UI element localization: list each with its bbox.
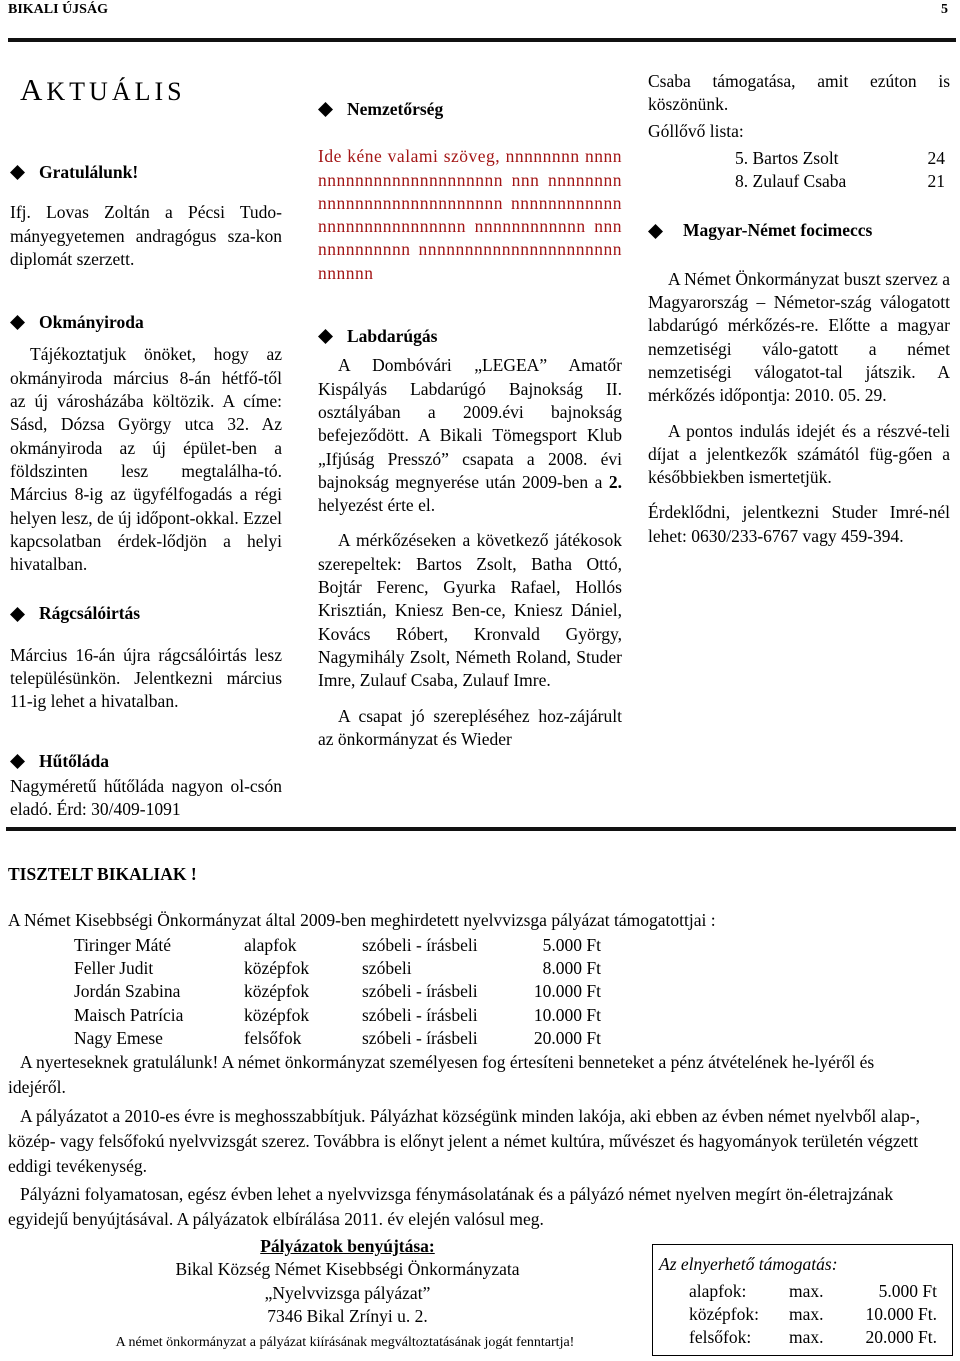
winner-name: Feller Judit [74,958,154,979]
scorer-name: 8. Zulauf Csaba [735,171,847,192]
support-level: középfok: [689,1304,759,1324]
support-box [652,1244,953,1356]
top-rule [8,38,956,42]
section-title [20,72,186,108]
match-heading-label: Magyar-Német focimeccs [683,220,873,241]
winner-level: középfok [244,958,310,979]
support-row [653,1303,952,1326]
middle-column [318,98,622,751]
winner-row [74,957,601,980]
office-text: Tájékoztatjuk önöket, hogy az okmányiroda március 8-án hétfő-től az új városházába költözik. A címe: Sásd, Dózsa György utca 32. Az okmányiroda az új épület-ben a földszinten lesz megtalálha-tó. Március 8-ig az ügyfélfogadás a régi helyen lesz, de új időpont-okkal. Ezzel kapcsolatban érdek-lődjön a helyi hivatalban. [10,344,282,575]
bottom-paragraph-3-wrap [8,1182,920,1232]
submission-line-2: „Nyelvvizsga pályázat” [264,1282,431,1303]
rodent-heading-label: Rágcsálóirtás [39,603,141,624]
bottom-paragraph-2: A pályázatot a 2010-es évre is meghosszabbítjuk. Pályázhat községünk minden lakója, aki ebben az évben német nyelvből alap-, közép- vagy felsőfokú nyelvvizsgát szerez. Továbbra is előnyt jelent a német kultúra, művészet és hagyományok területén végzett eddigi tevékenység. [8,1106,920,1176]
diamond-bullet-icon [10,607,25,622]
bottom-intro: A Német Kisebbségi Önkormányzat által 2009-ben meghirdetett nyelvvizsga pályázat támogatottjai : [8,910,716,930]
submission-line-3: 7346 Bikal Zrínyi u. 2. [267,1305,428,1326]
support-box-title: Az elnyerhető támogatás: [659,1254,838,1274]
submission-line-1: Bikal Község Német Kisebbségi Önkormányzata [175,1259,520,1280]
minority-heading [318,98,622,121]
scorer-row [648,170,945,193]
freezer-heading [10,750,282,773]
winner-amount: 20.000 Ft [533,1027,601,1048]
winner-name: Maisch Patrícia [74,1004,184,1025]
section-title-initial: A [20,72,47,107]
support-row [653,1280,952,1303]
support-row [653,1326,952,1349]
office-heading [10,311,282,334]
football-heading-label: Labdarúgás [347,326,438,347]
winner-name: Jordán Szabina [74,981,181,1002]
submission-title: Pályázatok benyújtása: [260,1236,435,1256]
diamond-bullet-icon [318,329,333,344]
minority-placeholder-text: Ide kéne valami szöveg, nnnnnnnn nnnnnnnnnnnnnnnnnnnnnnnn nnn nnnnnnnnnnnnnnnnnnnnnnnnnnnn nnnnnnnnnnnnnnnnnnnnnnnnnnnn nnnnnnnnnnnn nnnnnnnnnnnnn nnnnnnnnnnnnnnnnnnnnnnnnnnnn [318,146,622,283]
newspaper-title: BIKALI ÚJSÁG [8,2,108,17]
winner-level: alapfok [244,935,297,955]
winner-row [74,1004,601,1027]
minority-heading-label: Nemzetőrség [347,99,444,119]
support-amount: 5.000 Ft [878,1281,937,1301]
support-max: max. [789,1327,824,1347]
winner-amount: 8.000 Ft [542,958,601,979]
scorers-title: Góllővő lista: [648,120,744,141]
winner-row [74,1027,601,1050]
section-title-rest: KTUÁLIS [46,77,186,106]
winner-amount: 10.000 Ft [533,1004,601,1025]
football-p1-start: A Dombóvári „LEGEA” Amatőr Kispályás Labdarúgó Bajnokság II. osztályában a 2009.évi bajnokság befejeződött. A Bikali Tömegsport Klub „Ifjúság Presszó” csapata a 2008. évi bajnokság megnyerése után 2009-ben a [318,355,622,492]
diamond-bullet-icon [10,754,25,769]
support-max: max. [789,1281,824,1301]
support-amount: 20.000 Ft. [865,1327,937,1347]
match-paragraph-3: Érdeklődni, jelentkezni Studer Imré-nél lehet: 0630/233-6767 vagy 459-394. [648,502,950,546]
freezer-text: Nagyméretű hűtőláda nagyon ol-csón eladó. Érd: 30/409-1091 [10,775,282,820]
page-number: 5 [941,2,948,17]
match-heading [648,219,950,242]
freezer-heading-label: Hűtőláda [39,750,110,771]
left-column [10,161,282,822]
support-level: alapfok: [689,1281,747,1301]
winner-name: Tiringer Máté [74,935,172,955]
winner-exam: szóbeli [362,958,412,979]
scorer-row [648,147,945,170]
diamond-bullet-icon [10,315,25,330]
match-paragraph-1: A Német Önkormányzat buszt szervez a Magyarország – Németor-szág válogatott labdarúgó mérkőzés-re. Előtte a magyar nemzetiségi válo-gatott a német nemzetiségi válogatot-tal játszik. A mérkőzés időpontja: 2010. 05. 29. [648,268,950,406]
bottom-paragraph-1: A nyerteseknek gratulálunk! A német önkormányzat személyesen fog értesíteni benneteket a pénz átvételének he-lyéről és idejéről. [8,1052,875,1097]
submission-block [60,1235,635,1328]
congrats-heading-label: Gratulálunk! [39,162,139,182]
scorer-goals: 21 [927,171,945,192]
section-rule [6,827,956,831]
winner-exam: szóbeli - írásbeli [362,935,478,955]
winner-level: középfok [244,1004,310,1025]
diamond-bullet-icon [10,165,25,180]
football-p1-place: 2. [608,471,622,492]
match-paragraph-2: A pontos indulás idejét és a részvé-teli díjat a jelentkezők számától füg-gően a későbbiekben ismertetjük. [648,420,950,488]
winner-exam: szóbeli - írásbeli [362,981,478,1002]
congrats-heading [10,161,282,184]
winner-row [74,980,601,1003]
winner-level: felsőfok [244,1027,302,1048]
winners-table [74,934,601,1050]
winner-amount: 5.000 Ft [542,935,601,955]
bottom-paragraph-1-wrap [8,1050,920,1100]
right-column [648,70,950,548]
football-paragraph-2: A mérkőzéseken a következő játékosok szerepeltek: Bartos Zsolt, Batha Ottó, Bojtár Ferenc, Gyurka Rafael, Hollós Krisztián, Kniesz Ben-ce, Kniesz Dániel, Kovács Róbert, Kronvald György, Nagymihály Zsolt, Németh Roland, Studer Imre, Zulauf Csaba, Zulauf Imre. [318,530,622,691]
scorer-name: 5. Bartos Zsolt [735,147,839,168]
football-paragraph-continued: Csaba támogatása, amit ezúton is köszönünk. [648,71,950,115]
football-paragraph-1 [318,354,622,517]
diamond-bullet-icon [318,102,333,117]
submission-note: A német önkormányzat a pályázat kiírásának megváltoztatásának jogát fenntartja! [115,1335,575,1350]
football-p1-end: helyezést érte el. [318,495,436,516]
support-level: felsőfok: [689,1327,752,1347]
bottom-title: TISZTELT BIKALIAK ! [8,864,197,884]
congrats-text: Ifj. Lovas Zoltán a Pécsi Tudo-mányegyetemen andragógus sza-kon diplomát szerzett. [10,202,282,269]
bottom-paragraph-3: Pályázni folyamatosan, egész évben lehet a nyelvvizsga fénymásolatának és a pályázó német nyelven megírt ön-életrajzának egyidejű benyújtásával. A pályázatok elbírálása 2011. év elején valósul meg. [8,1184,894,1229]
support-amount: 10.000 Ft. [865,1304,937,1324]
winner-exam: szóbeli - írásbeli [362,1004,478,1025]
winner-row [74,934,601,957]
bottom-paragraph-2-wrap [8,1104,920,1179]
winner-name: Nagy Emese [74,1027,163,1048]
rodent-heading [10,602,282,625]
rodent-text: Március 16-án újra rágcsálóirtás lesz településünkön. Jelentkezni március 11-ig lehet a hivatalban. [10,644,282,712]
winner-level: középfok [244,981,310,1002]
scorer-goals: 24 [927,147,945,168]
winner-exam: szóbeli - írásbeli [362,1027,478,1048]
scorers-list [648,147,950,194]
office-heading-label: Okmányiroda [39,312,144,333]
diamond-bullet-icon [648,224,663,239]
football-paragraph-3: A csapat jó szerepléséhez hoz-zájárult az önkormányzat és Wieder [318,705,622,749]
support-max: max. [789,1304,824,1324]
winner-amount: 10.000 Ft [533,981,601,1002]
football-heading [318,325,622,348]
